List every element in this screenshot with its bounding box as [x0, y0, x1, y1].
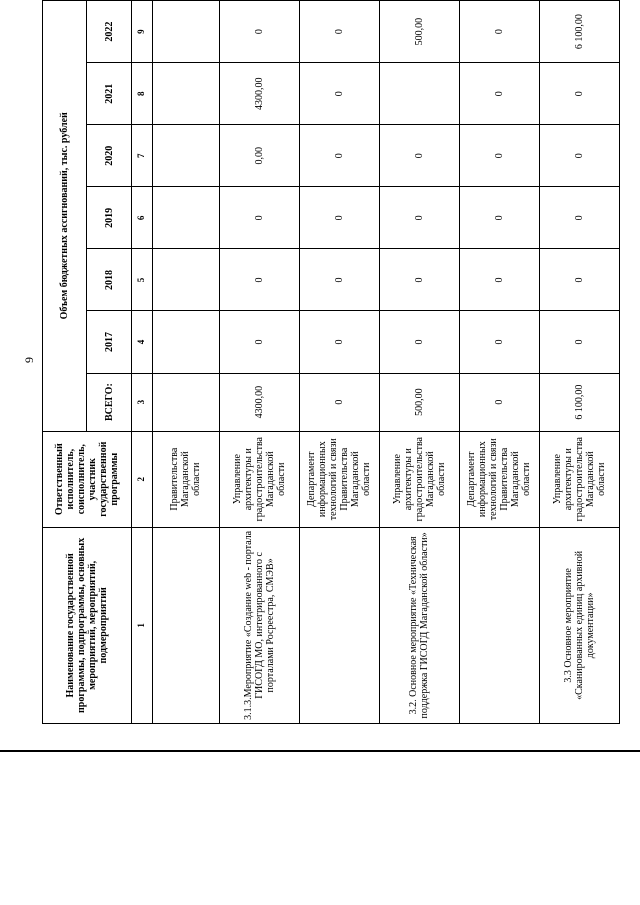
header-year: 2018 [87, 249, 131, 311]
row-executor: Управление архитектуры и градостроительства Магаданской области [379, 431, 459, 527]
horizontal-rule [0, 750, 640, 752]
row-value: 0 [459, 1, 539, 63]
row-name: 3.1.3.Мероприятие «Создание web - портала ГИСОГД МО, интегрированного с порталами Росреестра, СМЭВ» [219, 527, 299, 723]
row-value: 0 [459, 125, 539, 187]
row-value: 0 [299, 1, 379, 63]
table-row [459, 1, 539, 724]
row-value [153, 249, 220, 311]
table-row [219, 1, 299, 724]
column-number-row [131, 1, 152, 724]
header-year: 2019 [87, 187, 131, 249]
row-value: 0,00 [219, 125, 299, 187]
row-value: 4300,00 [219, 63, 299, 125]
table-row [299, 1, 379, 724]
row-name: 3.2. Основное мероприятие «Техническая поддержка ГИСОГД Магаданской области» [379, 527, 459, 723]
row-value: 0 [219, 311, 299, 373]
row-value: 0 [219, 249, 299, 311]
row-value: 0 [219, 1, 299, 63]
row-value [153, 125, 220, 187]
row-value [153, 311, 220, 373]
table-row [153, 1, 220, 724]
column-number: 5 [131, 249, 152, 311]
column-number: 6 [131, 187, 152, 249]
row-name [153, 527, 220, 723]
row-executor: Департамент информационных технологий и связи Правительства Магаданской области [459, 431, 539, 527]
header-name: Наименование государственной программы, подпрограммы, основных мероприятий, мероприятий, подмероприятий [43, 527, 132, 723]
row-name [459, 527, 539, 723]
column-number: 1 [131, 527, 152, 723]
row-value: 6 100,00 [539, 373, 619, 431]
row-value: 0 [539, 311, 619, 373]
header-total: ВСЕГО: [87, 373, 131, 431]
header-year: 2021 [87, 63, 131, 125]
row-value: 0 [379, 311, 459, 373]
header-budget-group: Объем бюджетных ассигнований, тыс. рублей [43, 1, 87, 432]
row-value: 500,00 [379, 1, 459, 63]
header-executor: Ответственный исполнитель, соисполнитель, участник государственной программы [43, 431, 132, 527]
page-number: 9 [22, 357, 36, 363]
row-value: 0 [379, 187, 459, 249]
row-value [153, 63, 220, 125]
row-value: 0 [459, 187, 539, 249]
row-value [153, 187, 220, 249]
table-row [379, 1, 459, 724]
row-value: 0 [539, 187, 619, 249]
row-name [299, 527, 379, 723]
row-value: 0 [299, 63, 379, 125]
table-row [539, 1, 619, 724]
row-value: 0 [299, 125, 379, 187]
row-value: 0 [299, 373, 379, 431]
header-year: 2020 [87, 125, 131, 187]
row-value [153, 373, 220, 431]
column-number: 4 [131, 311, 152, 373]
row-value: 0 [459, 373, 539, 431]
row-value: 4300,00 [219, 373, 299, 431]
column-number: 2 [131, 431, 152, 527]
row-value: 0 [379, 125, 459, 187]
row-value: 0 [299, 187, 379, 249]
row-executor: Департамент информационных технологий и связи Правительства Магаданской области [299, 431, 379, 527]
column-number: 7 [131, 125, 152, 187]
row-value: 0 [299, 311, 379, 373]
column-number: 8 [131, 63, 152, 125]
row-value: 0 [219, 187, 299, 249]
row-value: 0 [459, 63, 539, 125]
row-value: 0 [459, 249, 539, 311]
budget-table [42, 0, 620, 724]
header-year: 2017 [87, 311, 131, 373]
row-executor: Правительства Магаданской области [153, 431, 220, 527]
header-year: 2022 [87, 1, 131, 63]
column-number: 3 [131, 373, 152, 431]
row-value: 0 [379, 249, 459, 311]
row-value [153, 1, 220, 63]
rotated-page [22, 0, 622, 724]
row-value: 6 100,00 [539, 1, 619, 63]
row-value: 0 [539, 249, 619, 311]
row-value [379, 63, 459, 125]
row-value: 500,00 [379, 373, 459, 431]
row-value: 0 [539, 125, 619, 187]
row-value: 0 [459, 311, 539, 373]
row-name: 3.3 Основное мероприятие «Сканированных единиц архивной документации» [539, 527, 619, 723]
row-executor: Управление архитектуры и градостроительства Магаданской области [539, 431, 619, 527]
column-number: 9 [131, 1, 152, 63]
row-executor: Управление архитектуры и градостроительства Магаданской области [219, 431, 299, 527]
row-value: 0 [299, 249, 379, 311]
row-value: 0 [539, 63, 619, 125]
